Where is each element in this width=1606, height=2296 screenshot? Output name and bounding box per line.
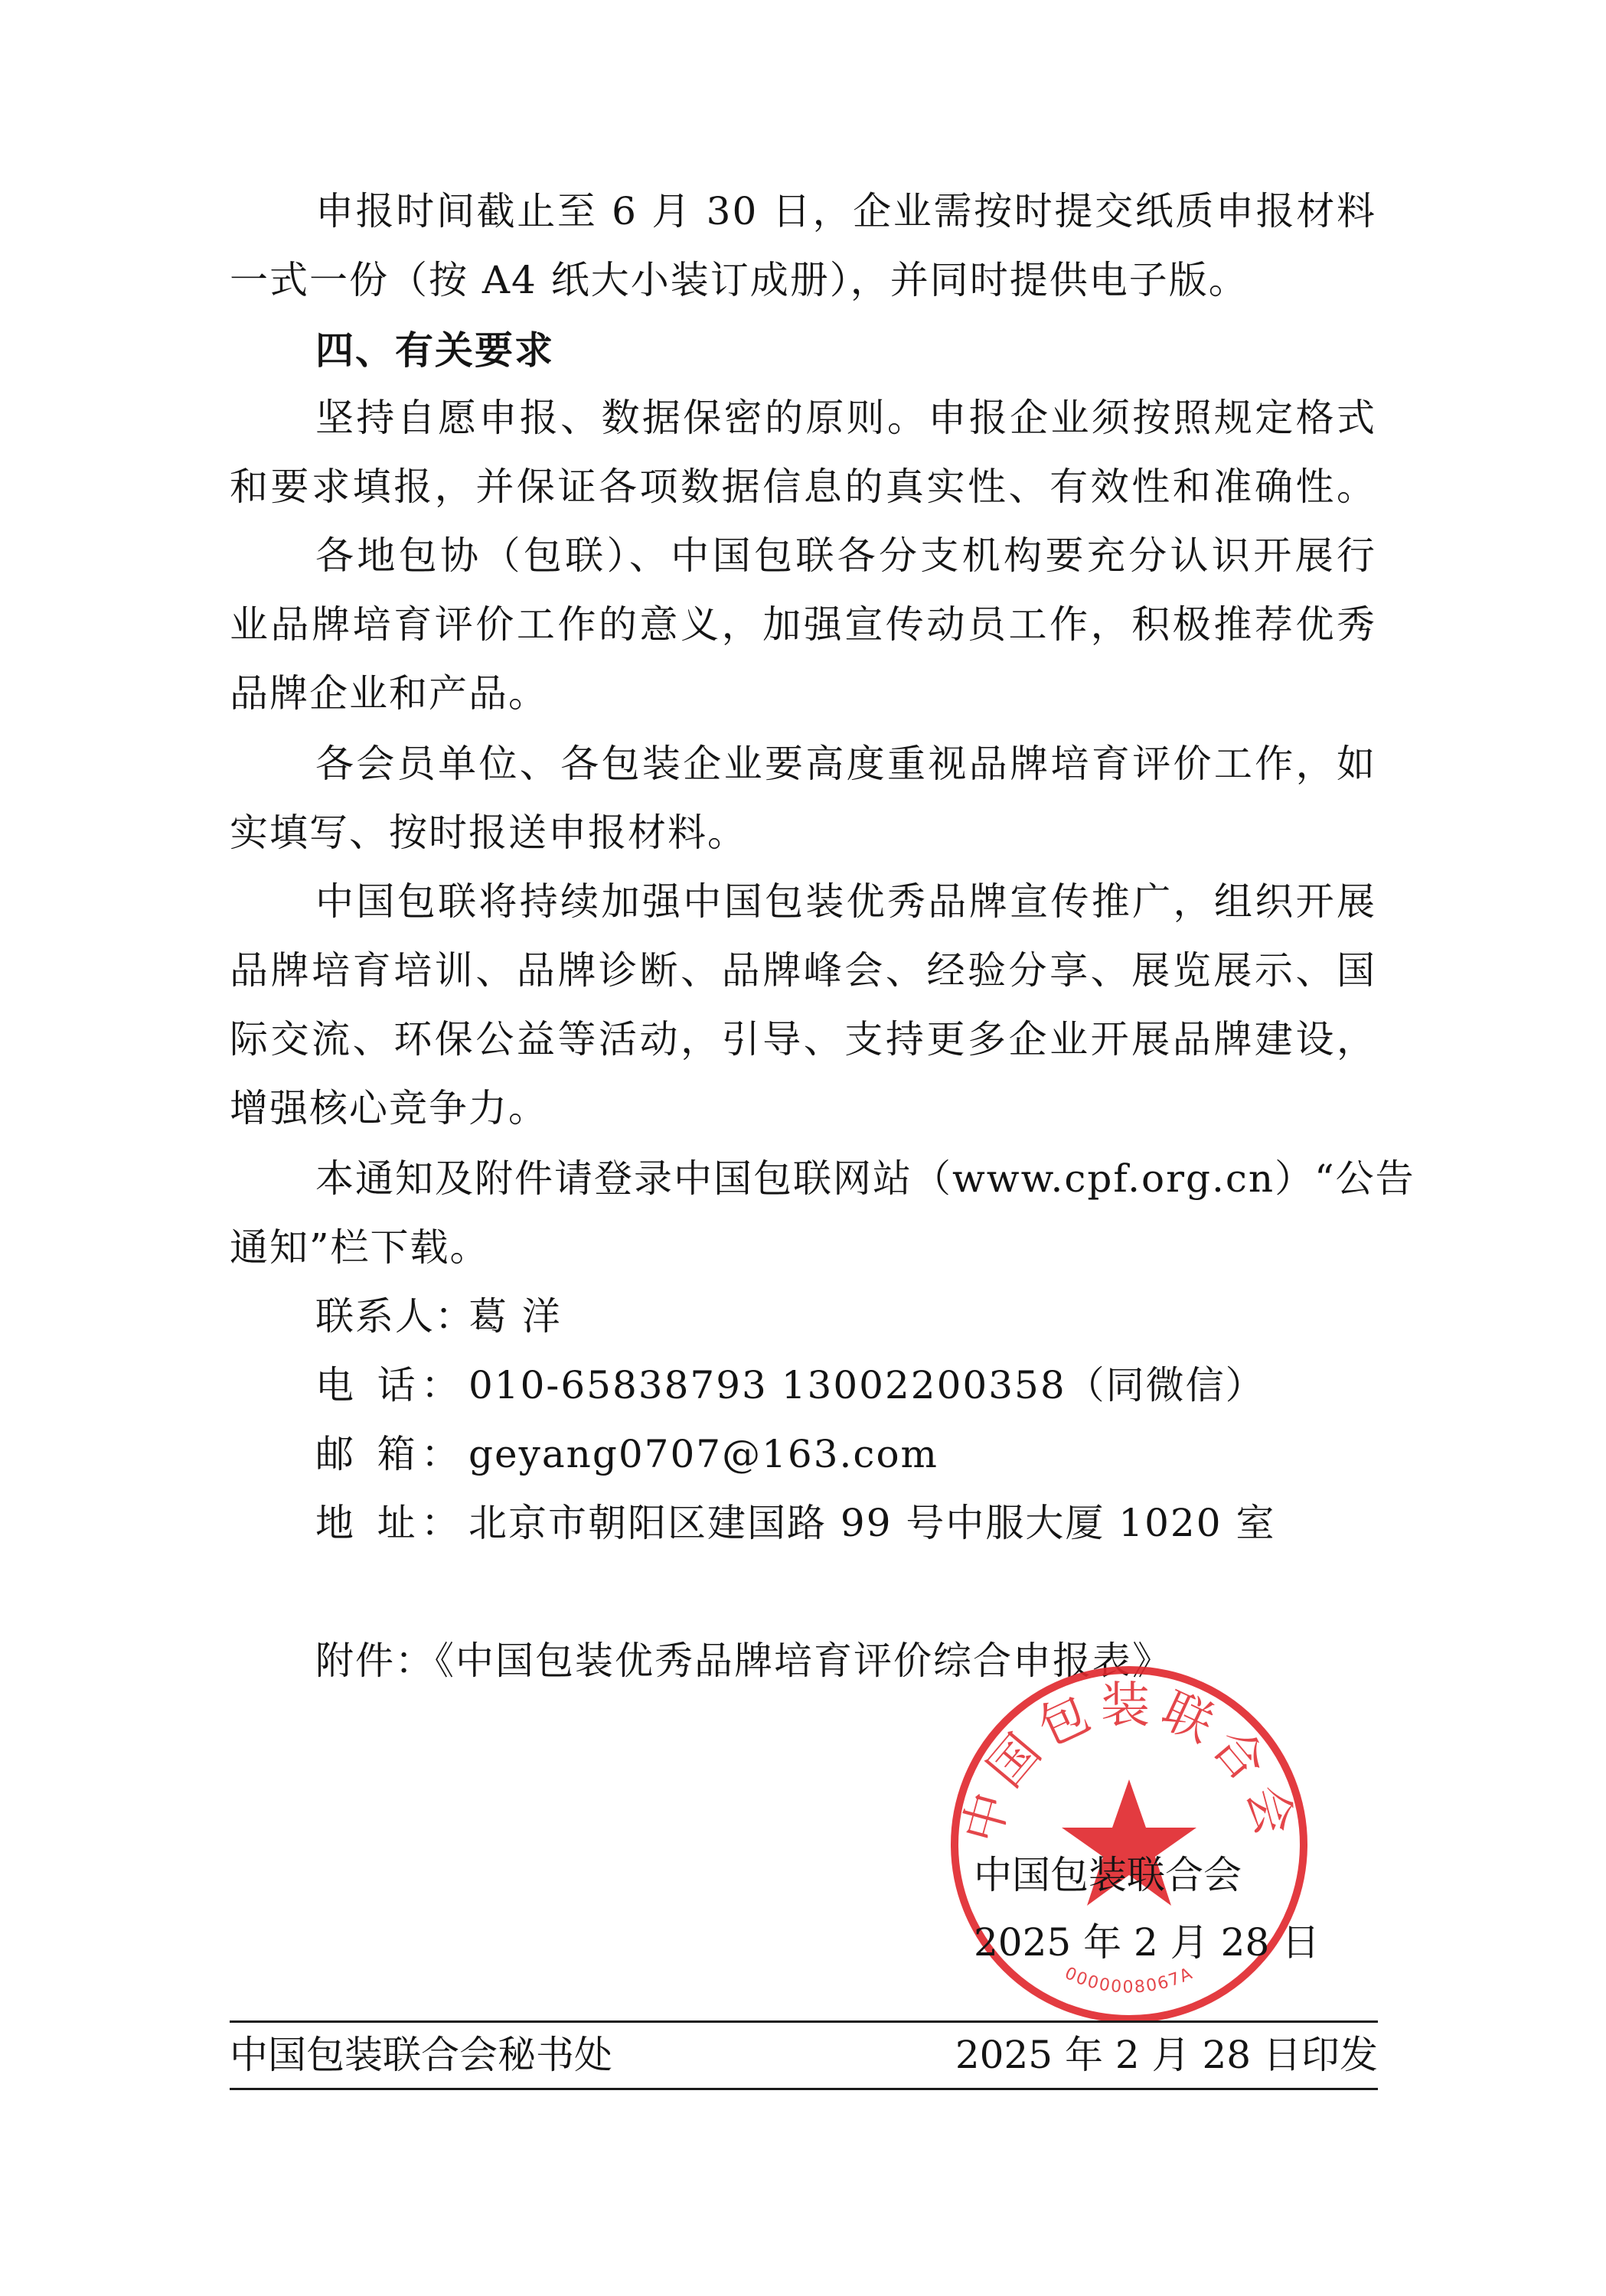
footer-bottom-rule [230,2088,1378,2090]
paragraph-line: 品牌企业和产品。 [230,671,548,716]
paragraph-line: 中国包联将持续加强中国包装优秀品牌宣传推广，组织开展 [315,879,1376,924]
official-seal [938,1653,1320,2036]
paragraph-line: 际交流、环保公益等活动，引导、支持更多企业开展品牌建设， [230,1017,1376,1062]
contact-phone [315,1362,1265,1408]
signature-org: 中国包装联合会 [974,1853,1242,1897]
svg-text:中国包装联合会: 中国包装联合会 [953,1678,1305,1849]
address-value: 北京市朝阳区建国路 99 号中服大厦 1020 室 [468,1501,1276,1545]
signature-date: 2025 年 2 月 28 日 [974,1920,1320,1965]
footer-issuer: 中国包装联合会秘书处 [230,2033,612,2077]
paragraph-line: 各会员单位、各包装企业要高度重视品牌培育评价工作，如 [315,742,1376,786]
svg-text:0000008067A: 0000008067A [1062,1963,1196,1998]
contact-label: 电 话： [315,1363,461,1407]
contact-email [315,1431,938,1477]
email-value: geyang0707@163.com [468,1432,938,1476]
paragraph-line: 增强核心竞争力。 [230,1086,548,1130]
paragraph-line: 申报时间截止至 6 月 30 日，企业需按时提交纸质申报材料 [315,189,1376,233]
paragraph-line: 实填写、按时报送申报材料。 [230,810,747,855]
contact-label: 联系人： [315,1294,475,1339]
paragraph-line: 本通知及附件请登录中国包联网站（www.cpf.org.cn）“公告 [315,1156,1415,1201]
section-heading: 四、有关要求 [315,328,554,373]
paragraph-line: 坚持自愿申报、数据保密的原则。申报企业须按照规定格式 [315,396,1376,440]
contact-label: 邮 箱： [315,1432,461,1476]
contact-address [315,1500,1275,1546]
paragraph-line: 品牌培育培训、品牌诊断、品牌峰会、经验分享、展览展示、国 [230,948,1376,993]
paragraph-line: 业品牌培育评价工作的意义，加强宣传动员工作，积极推荐优秀 [230,602,1376,647]
attachment-note: 附件：《中国包装优秀品牌培育评价综合申报表》 [315,1639,1172,1683]
contact-person [315,1293,562,1339]
contact-label: 地 址： [315,1501,461,1545]
paragraph-line: 各地包协（包联）、中国包联各分支机构要充分认识开展行 [315,533,1376,578]
paragraph-line: 一式一份（按 A4 纸大小装订成册），并同时提供电子版。 [230,258,1249,302]
phone-value: 010-65838793 13002200358（同微信） [468,1363,1265,1407]
contact-value: 葛 洋 [468,1294,562,1339]
seal-graphic [938,1653,1320,2036]
paragraph-line: 通知”栏下载。 [230,1225,490,1270]
footer-top-rule [230,2020,1378,2023]
footer-issue-date: 2025 年 2 月 28 日印发 [955,2033,1378,2077]
paragraph-line: 和要求填报，并保证各项数据信息的真实性、有效性和准确性。 [230,465,1376,509]
